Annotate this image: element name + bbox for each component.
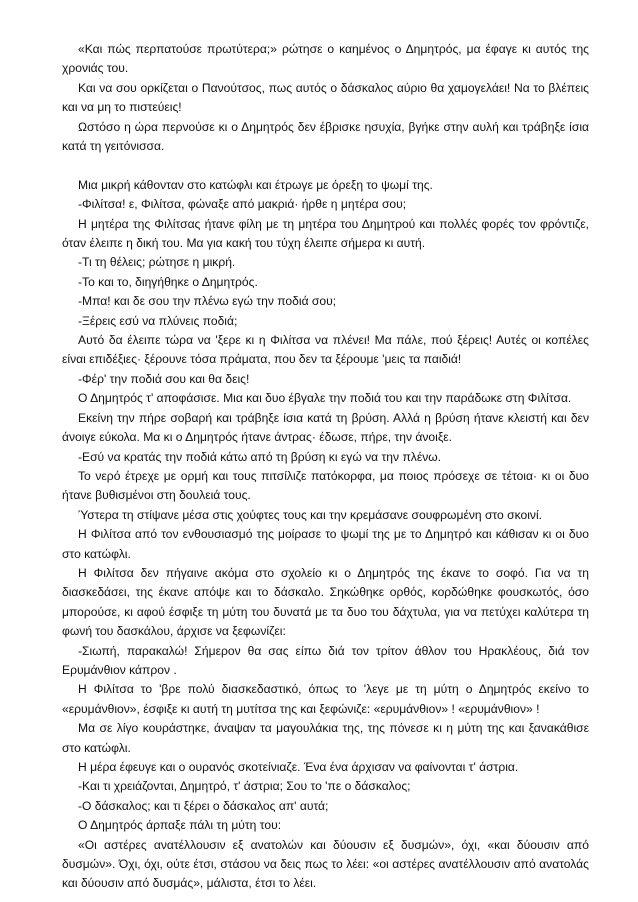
- paragraph: Μια μικρή κάθονταν στο κατώφλι και έτρωγε με όρεξη το ψωμί της.: [78, 177, 433, 192]
- paragraph: -Σιωπή, παρακαλώ! Σήμερον θα σας είπω διά τον τρίτον άθλον του Ηρακλέους, διά τον Ερυμάνθιον κάπρον .: [62, 643, 589, 677]
- paragraph: -Ο δάσκαλος; και τι ξέρει ο δάσκαλος απ' αυτά;: [78, 798, 329, 813]
- paragraph: -Εσύ να κρατάς την ποδιά κάτω από τη βρύση κι εγώ να την πλένω.: [78, 449, 442, 464]
- paragraph: Η μέρα έφευγε και ο ουρανός σκοτείνιαζε. Ένα ένα άρχισαν να φαίνονται τ' άστρια.: [78, 760, 519, 775]
- paragraph: Ύστερα τη στίψανε μέσα στις χούφτες τους και την κρεμάσανε σουφρωμένη στο σκοινί.: [78, 507, 542, 522]
- paragraph: Και να σου ορκίζεται ο Πανούτσος, πως αυτός ο δάσκαλος αύριο θα χαμογελάει! Να το βλέπεις και να μη το πιστεύεις!: [62, 80, 589, 115]
- paragraph: -Και τι χρειάζονται, Δημητρό, τ' άστρια; Σου το 'πε ο δάσκαλος;: [78, 779, 411, 794]
- paragraph: Ο Δημητρός άρπαξε πάλι τη μύτη του:: [78, 818, 282, 833]
- paragraph: Το νερό έτρεχε με ορμή και τους πιτσίλιζε πατόκορφα, μα ποιος πρόσεχε σε τέτοια· κι οι δυο ήτανε βυθισμένοι στη δουλειά τους.: [62, 468, 589, 503]
- paragraph: Η Φιλίτσα δεν πήγαινε ακόμα στο σχολείο κι ο Δημητρός της έκανε το σοφό. Για να τη διασκεδάσει, της έκανε απόψε και το δάσκαλο. Σηκώθηκε ορθός, κορδώθηκε φουσκωτός, όσο μπορούσε, κι αφού έσφιξε τη μύτη του δυνατά με τα δυο του δάχτυλα, για να πετύχει καλύτερα τη φωνή του δασκάλου, άρχισε να ξεφωνίζει:: [62, 565, 589, 639]
- paragraph: Η μητέρα της Φιλίτσας ήτανε φίλη με τη μητέρα του Δημητρού και πολλές φορές τον φρόντιζε, όταν έλειπε η δική του. Μα για κακή του τύχη έλειπε σήμερα κι αυτή.: [62, 216, 589, 251]
- paragraph: Μα σε λίγο κουράστηκε, άναψαν τα μαγουλάκια της, της πόνεσε κι η μύτη της και ξανακάθισε στο κατώφλι.: [62, 721, 589, 755]
- paragraph: Η Φιλίτσα το 'βρε πολύ διασκεδαστικό, όπως το 'λεγε με τη μύτη ο Δημητρός εκείνο το «ερυμάνθιον», έσφιξε κι αυτή τη μυτίτσα της και ξεφώνιζε: «ερυμάνθιον» ! «ερυμάνθιον» !: [62, 682, 589, 716]
- paragraph: -Φιλίτσα! ε, Φιλίτσα, φώναξε από μακριά· ήρθε η μητέρα σου;: [78, 197, 407, 212]
- paragraph: Αυτό δα έλειπε τώρα να 'ξερε κι η Φιλίτσα να πλένει! Μα πάλε, πού ξέρεις! Αυτές οι κοπέλες είναι επιδέξιες· ξέρουνε τόσα πράματα, που δεν τα ξέρουμε 'μεις τα παιδιά!: [62, 333, 589, 367]
- paragraph: «Οι αστέρες ανατέλλουσιν εξ ανατολών και δύουσιν εξ δυσμών», όχι, «και δύουσιν από δυσμών». Όχι, όχι, ούτε έτσι, στάσου να δεις πως το λέει: «οι αστέρες ανατέλλουσιν από ανατολάς και δύουσιν από δυσμάς», μάλιστα, έτσι το λέει.: [62, 837, 589, 891]
- paragraph: Εκείνη την πήρε σοβαρή και τράβηξε ίσια κατά τη βρύση. Αλλά η βρύση ήτανε κλειστή και δεν άνοιγε εύκολα. Μα κι ο Δημητρός ήτανε άντρας· έδωσε, πήρε, την άνοιξε.: [62, 410, 589, 445]
- paragraph: Ο Δημητρός τ' αποφάσισε. Μια και δυο έβγαλε την ποδιά του και την παράδωκε στη Φιλίτσα.: [78, 391, 572, 406]
- paragraph: -Ξέρεις εσύ να πλύνεις ποδιά;: [78, 313, 238, 328]
- document-page: [62, 40, 589, 894]
- paragraph: -Φέρ' την ποδιά σου και θα δεις!: [78, 371, 250, 386]
- paragraph: -Μπα! και δε σου την πλένω εγώ την ποδιά σου;: [78, 294, 337, 309]
- paragraph: -Το και το, διηγήθηκε ο Δημητρός.: [78, 274, 258, 289]
- paragraph: Η Φιλίτσα από τον ενθουσιασμό της μοίρασε το ψωμί της με το Δημητρό και κάθισαν κι οι δυο στο κατώφλι.: [62, 527, 589, 561]
- paragraph: -Τι τη θέλεις; ρώτησε η μικρή.: [78, 255, 236, 270]
- paragraph: «Και πώς περπατούσε πρωτύτερα;» ρώτησε ο καημένος ο Δημητρός, μα έφαγε κι αυτός της χρονιάς του.: [62, 42, 589, 76]
- paragraph: Ωστόσο η ώρα περνούσε κι ο Δημητρός δεν έβρισκε ησυχία, βγήκε στην αυλή και τράβηξε ίσια κατά τη γειτόνισσα.: [62, 119, 589, 154]
